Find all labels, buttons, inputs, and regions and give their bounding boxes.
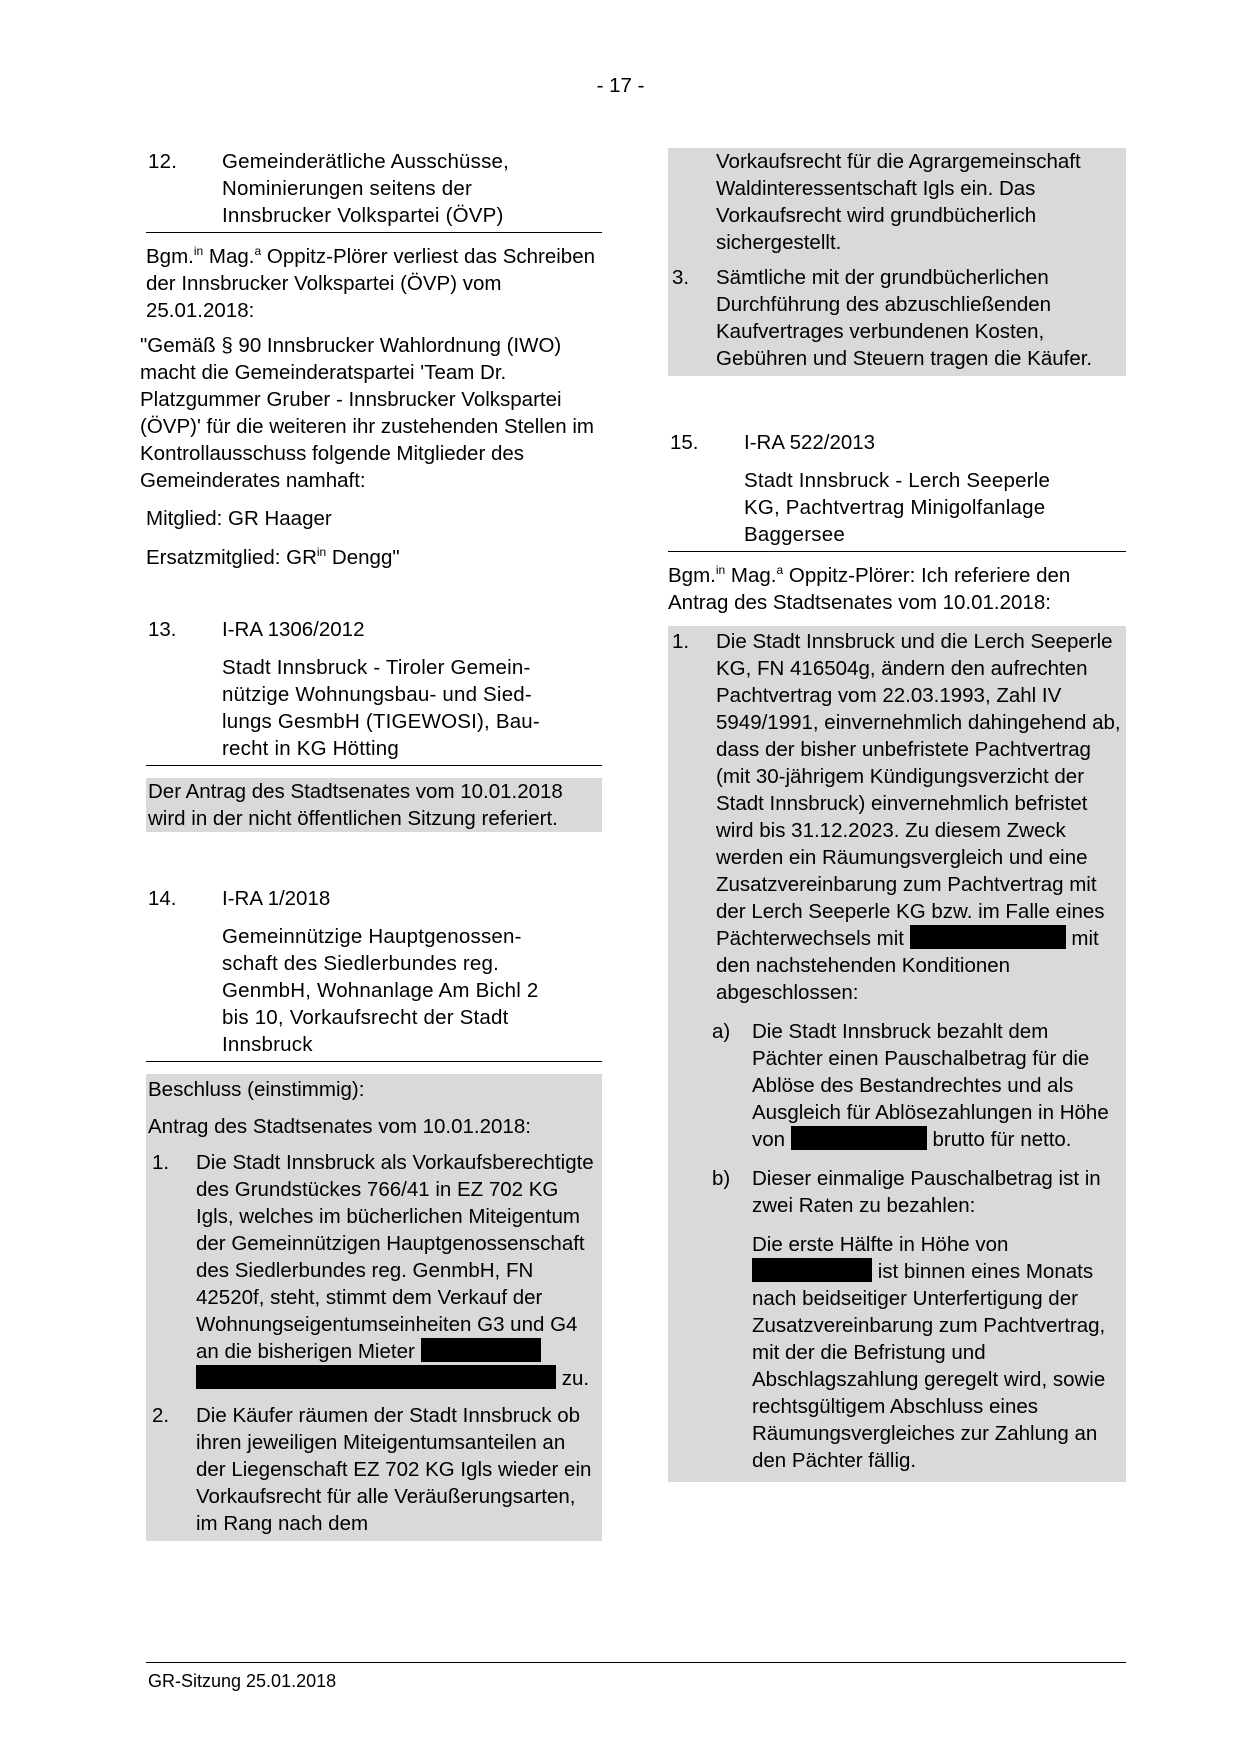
footer-rule xyxy=(146,1662,1126,1663)
section-15-intro: Bgm.$^{in}$ Mag.$^a$ Oppitz-Plörer: Ich referiere den Antrag des Stadtsenates vom 10.01.2018: xyxy=(668,563,1071,614)
section-12-title-line: Innsbrucker Volkspartei (ÖVP) xyxy=(222,204,504,227)
section-14-item-1: 1. Die Stadt Innsbruck als Vorkaufsberechtigte des Grundstückes 766/41 in EZ 702 KG Igls, welches im bücherlichen Miteigentum der Gemeinnützigen Hauptgenossenschaft des Siedlerbundes reg. GenmbH, FN 42520f, steht, stimmt dem Verkauf der Wohnungseigentumseinheiten G3 und G4 an die bisherigen Mieter zu. xyxy=(152,1151,594,1390)
section-15-item-a: a) Die Stadt Innsbruck bezahlt dem Pächter einen Pauschalbetrag für die Ablöse des Bestandrechtes und als Ausgleich für Ablösezahlungen in Höhe von brutto für netto. xyxy=(712,1020,1109,1151)
section-12-title-line: Gemeinderätliche Ausschüsse, xyxy=(222,150,510,173)
left-column xyxy=(140,148,602,1541)
redacted-block xyxy=(421,1338,541,1362)
motion-label: Antrag des Stadtsenates vom 10.01.2018: xyxy=(148,1115,531,1138)
section-14-body xyxy=(146,1074,602,1541)
right-column xyxy=(668,148,1126,1482)
section-14-item-2: 2. Die Käufer räumen der Stadt Innsbruck ob ihren jeweiligen Miteigentumsanteilen an der Liegenschaft EZ 702 KG Igls wieder ein Vorkaufsrecht für alle Veräußerungsarten, im Rang nach dem xyxy=(152,1404,592,1535)
section-12-substitute: Ersatzmitglied: $GR^{in}$ Dengg" xyxy=(146,545,400,569)
decision-label: Beschluss (einstimmig): xyxy=(148,1078,365,1101)
section-13-note: Der Antrag des Stadtsenates vom 10.01.2018 wird in der nicht öffentlichen Sitzung referiert. xyxy=(146,778,602,832)
section-12-quote: "Gemäß § 90 Innsbrucker Wahlordnung (IWO) macht die Gemeinderatspartei 'Team Dr. Platzgummer Gruber - Innsbrucker Volkspartei (ÖVP)' für die weiteren ihr zustehenden Stellen im Kontrollausschuss folgende Mitglieder des Gemeinderates namhaft: xyxy=(140,334,594,492)
section-12-intro: Bgm.$^{in}$ Mag.$^a$ Oppitz-Plörer verliest das Schreiben der Innsbrucker Volkspartei (ÖVP) vom 25.01.2018: xyxy=(146,244,596,322)
redacted-block xyxy=(791,1126,927,1150)
section-12-number: 12. xyxy=(148,150,178,173)
section-15-title: Stadt Innsbruck - Lerch Seeperle KG, Pachtvertrag Minigolfanlage Baggersee xyxy=(668,467,1126,552)
page-number: - 17 - xyxy=(596,74,645,97)
section-13-number: 13. xyxy=(148,618,177,641)
section-14-item-2-continued: Vorkaufsrecht für die Agrargemeinschaft Waldinteressentschaft Igls ein. Das Vorkaufsrecht wird grundbücherlich sichergestellt. xyxy=(716,150,1081,254)
section-12-member: Mitglied: GR Haager xyxy=(146,507,332,530)
section-14-item-3: 3. Sämtliche mit der grundbücherlichen Durchführung des abzuschließenden Kaufvertrages verbundenen Kosten, Gebühren und Steuern tragen die Käufer. xyxy=(672,266,1093,370)
redacted-block xyxy=(752,1258,872,1282)
section-15-body xyxy=(668,626,1126,1482)
section-15-number: 15. xyxy=(670,431,699,454)
section-13-ref: 13. I-RA 1306/2012 xyxy=(148,618,365,641)
section-15-ref: 15. I-RA 522/2013 xyxy=(670,431,876,454)
section-14-number: 14. xyxy=(148,887,177,910)
section-13-title: Stadt Innsbruck - Tiroler Gemein- nützige Wohnungsbau- und Sied- lungs GesmbH (TIGEWOSI), Bau- recht in KG Hötting xyxy=(146,654,602,766)
redacted-block xyxy=(196,1365,556,1389)
section-14-ref: 14. I-RA 1/2018 xyxy=(148,887,331,910)
section-14-continued xyxy=(668,148,1126,376)
section-15-item-1: 1. Die Stadt Innsbruck und die Lerch Seeperle KG, FN 416504g, ändern den aufrechten Pachtvertrag vom 22.03.1993, Zahl IV 5949/1991, einvernehmlich dahingehend ab, dass der bisher unbefristete Pachtvertrag (mit 30-jährigem Kündigungsverzicht der Stadt Innsbruck) einvernehmlich befristet wird bis 31.12.2023. Zu diesem Zweck werden ein Räumungsvergleich und eine Zusatzvereinbarung zum Pachtvertrag mit der Lerch Seeperle KG bzw. im Falle eines Pächterwechsels mit mit den nachstehenden Konditionen abgeschlossen: xyxy=(672,630,1121,1004)
section-12-title-line: Nominierungen seitens der xyxy=(222,177,472,200)
section-14-title: Gemeinnützige Hauptgenossen- schaft des Siedlerbundes reg. GenmbH, Wohnanlage Am Bichl 2 bis 10, Vorkaufsrecht der Stadt Innsbruck xyxy=(146,923,602,1062)
footer-text: GR-Sitzung 25.01.2018 xyxy=(148,1671,337,1691)
section-15-item-b: b) Dieser einmalige Pauschalbetrag ist in zwei Raten zu bezahlen: xyxy=(712,1167,1101,1217)
section-15-item-b-detail: Die erste Hälfte in Höhe von ist binnen eines Monats nach beidseitiger Unterfertigung der Zusatzvereinbarung zum Pachtvertrag, mit der die Befristung und Abschlagszahlung geregelt wird, sowie rechtsgültigem Abschluss eines Räumungsvergleiches zur Zahlung an den Pächter fällig. xyxy=(752,1233,1106,1472)
redacted-block xyxy=(910,925,1066,949)
section-12-header xyxy=(146,148,602,233)
